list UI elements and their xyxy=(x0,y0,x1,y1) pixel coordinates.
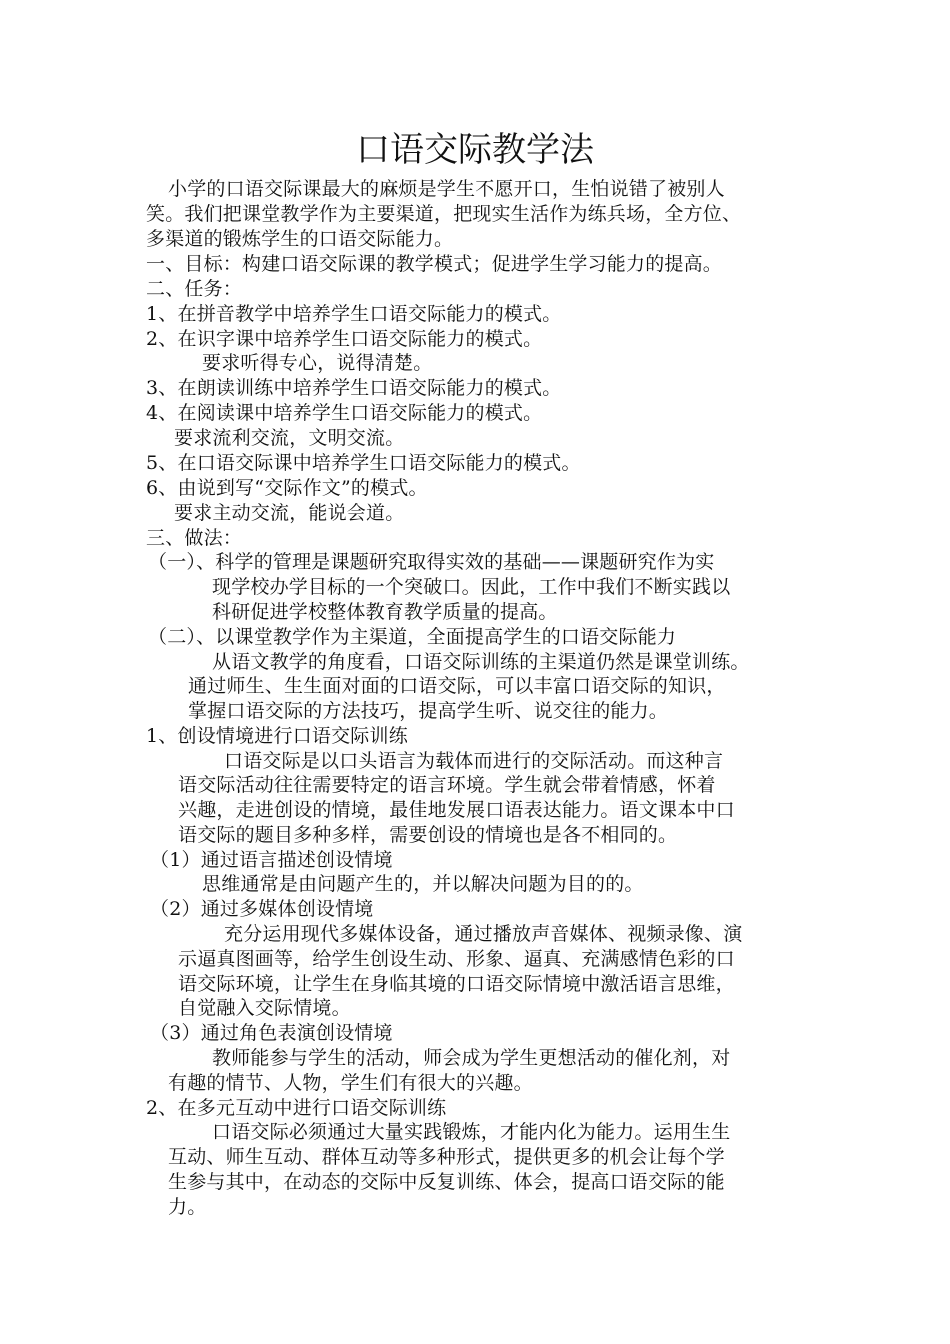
paragraph-line: 教师能参与学生的活动，师会成为学生更想活动的催化剂，对 xyxy=(212,1047,731,1069)
subsection-heading: 2、在多元互动中进行口语交际训练 xyxy=(146,1097,447,1119)
requirement-note: 要求流利交流，文明交流。 xyxy=(174,427,405,449)
list-item: 5、在口语交际课中培养学生口语交际能力的模式。 xyxy=(146,452,581,474)
list-item: 1、在拼音教学中培养学生口语交际能力的模式。 xyxy=(146,303,562,325)
paragraph-line: 科研促进学校整体教育教学质量的提高。 xyxy=(212,601,558,623)
subsection-heading: （一）、科学的管理是课题研究取得实效的基础——课题研究作为实 xyxy=(148,551,715,573)
paragraph-line: 互动、师生互动、群体互动等多种形式，提供更多的机会让每个学 xyxy=(168,1146,725,1168)
paragraph-line: 兴趣，走进创设的情境，最佳地发展口语表达能力。语文课本中口 xyxy=(178,799,735,821)
paragraph-line: 力。 xyxy=(168,1196,207,1218)
subsection-heading: （2）通过多媒体创设情境 xyxy=(150,898,374,920)
paragraph-line: 语交际环境，让学生在身临其境的口语交际情境中激活语言思维， xyxy=(178,973,735,995)
list-item: 2、在识字课中培养学生口语交际能力的模式。 xyxy=(146,328,543,350)
paragraph-line: 自觉融入交际情境。 xyxy=(178,997,351,1019)
paragraph-line: 有趣的情节、人物，学生们有很大的兴趣。 xyxy=(168,1072,533,1094)
paragraph-line: 从语文教学的角度看，口语交际训练的主渠道仍然是课堂训练。 xyxy=(212,651,750,673)
list-item: 6、由说到写“交际作文”的模式。 xyxy=(146,477,428,499)
subsection-heading: （二）、以课堂教学作为主渠道，全面提高学生的口语交际能力 xyxy=(148,626,677,648)
paragraph-line: 语交际活动往往需要特定的语言环境。学生就会带着情感，怀着 xyxy=(178,774,716,796)
section-heading: 一、目标：构建口语交际课的教学模式；促进学生学习能力的提高。 xyxy=(146,253,723,275)
section-heading: 三、做法： xyxy=(146,527,243,549)
subsection-heading: （3）通过角色表演创设情境 xyxy=(150,1022,393,1044)
paragraph-line: 掌握口语交际的方法技巧，提高学生听、说交往的能力。 xyxy=(188,700,669,722)
requirement-note: 要求听得专心，说得清楚。 xyxy=(202,352,433,374)
page-title: 口语交际教学法 xyxy=(356,130,594,170)
list-item: 3、在朗读训练中培养学生口语交际能力的模式。 xyxy=(146,377,562,399)
subsection-heading: 1、创设情境进行口语交际训练 xyxy=(146,725,408,747)
paragraph-line: 生参与其中，在动态的交际中反复训练、体会，提高口语交际的能 xyxy=(168,1171,725,1193)
paragraph-line: 充分运用现代多媒体设备，通过播放声音媒体、视频录像、演 xyxy=(224,923,743,945)
paragraph-line: 多渠道的锻炼学生的口语交际能力。 xyxy=(146,228,454,250)
requirement-note: 要求主动交流，能说会道。 xyxy=(174,502,405,524)
paragraph-line: 小学的口语交际课最大的麻烦是学生不愿开口，生怕说错了被别人 xyxy=(168,178,725,200)
section-heading: 二、任务： xyxy=(146,278,243,300)
list-item: 4、在阅读课中培养学生口语交际能力的模式。 xyxy=(146,402,543,424)
paragraph-line: 思维通常是由问题产生的，并以解决问题为目的的。 xyxy=(202,873,644,895)
paragraph-line: 笑。我们把课堂教学作为主要渠道，把现实生活作为练兵场，全方位、 xyxy=(146,203,742,225)
paragraph-line: 通过师生、生生面对面的口语交际，可以丰富口语交际的知识， xyxy=(188,675,726,697)
paragraph-line: 口语交际必须通过大量实践锻炼，才能内化为能力。运用生生 xyxy=(212,1121,731,1143)
paragraph-line: 口语交际是以口头语言为载体而进行的交际活动。而这种言 xyxy=(224,750,724,772)
paragraph-line: 语交际的题目多种多样，需要创设的情境也是各不相同的。 xyxy=(178,824,678,846)
paragraph-line: 示逼真图画等，给学生创设生动、形象、逼真、充满感情色彩的口 xyxy=(178,948,735,970)
subsection-heading: （1）通过语言描述创设情境 xyxy=(150,849,393,871)
paragraph-line: 现学校办学目标的一个突破口。因此，工作中我们不断实践以 xyxy=(212,576,731,598)
